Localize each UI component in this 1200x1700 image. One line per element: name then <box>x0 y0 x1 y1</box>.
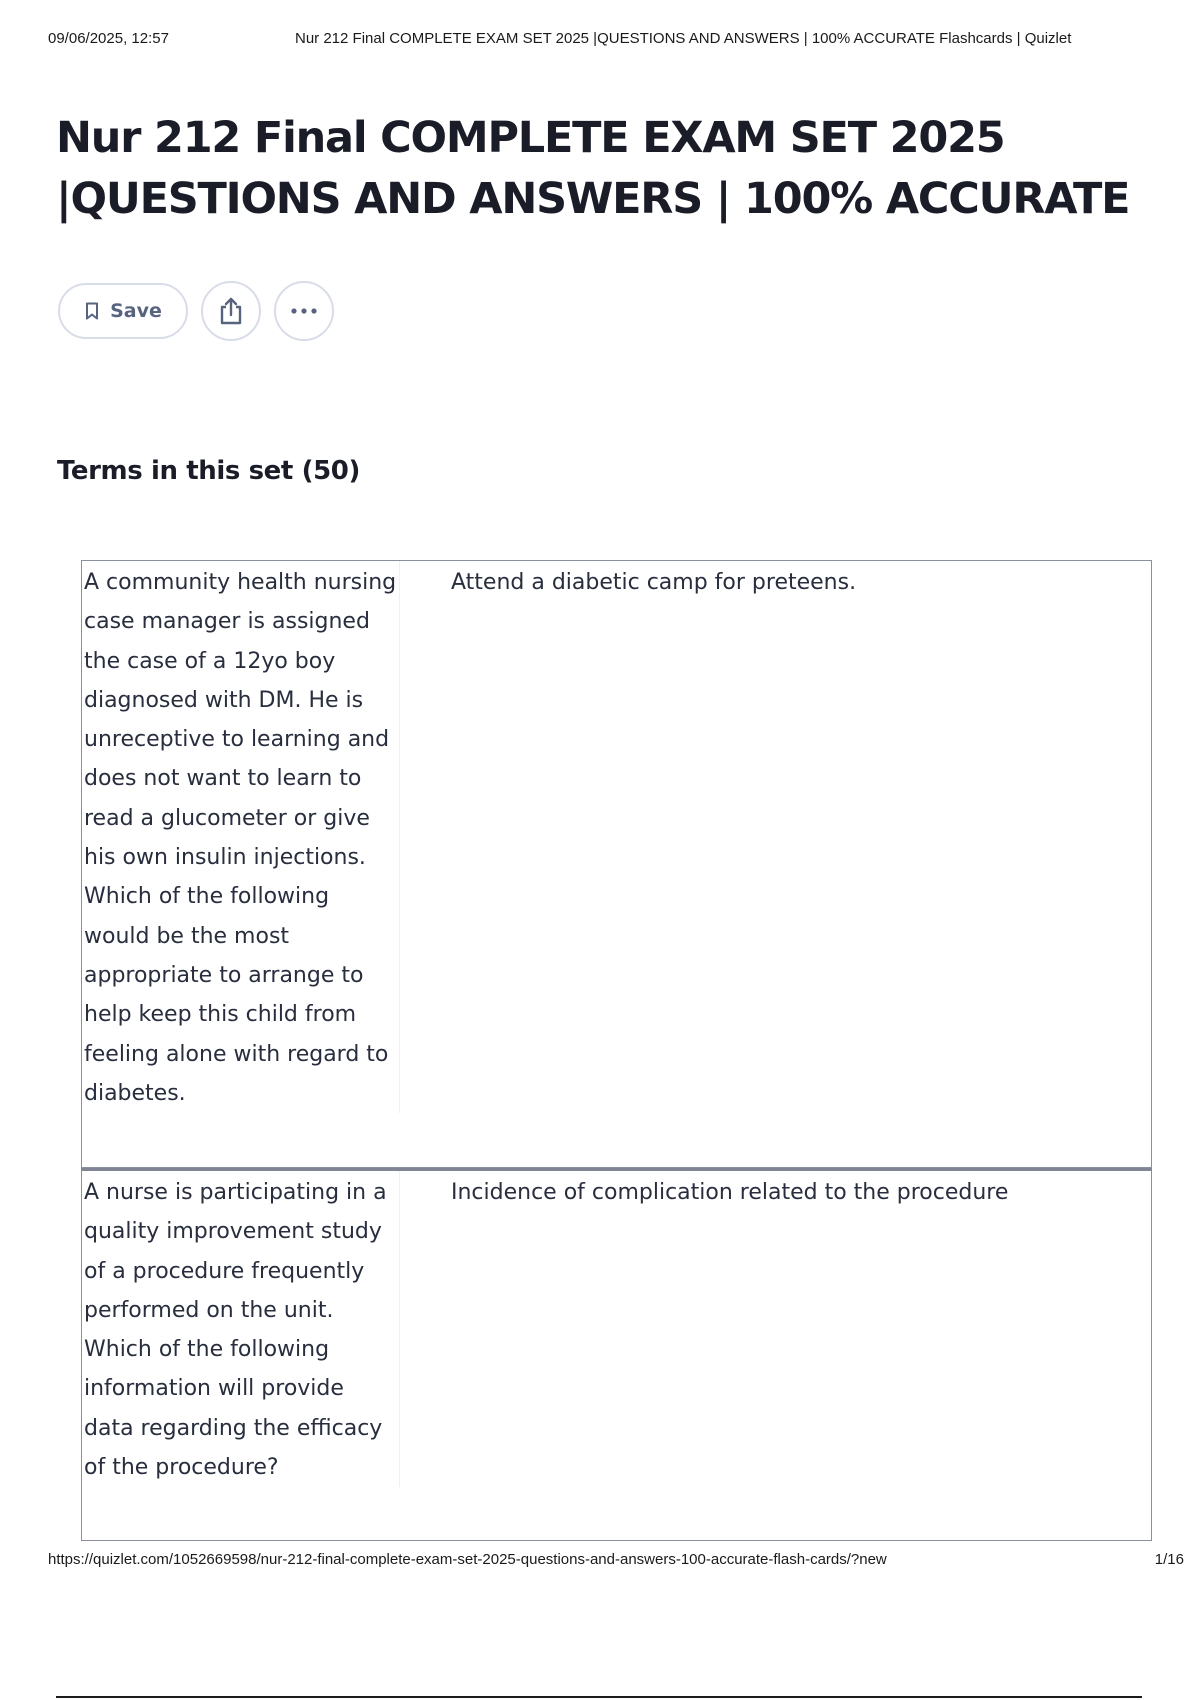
terms-list <box>81 560 1152 1541</box>
share-icon <box>218 296 244 326</box>
page-title <box>56 108 1156 230</box>
term-card <box>81 560 1152 1168</box>
bookmark-icon <box>84 301 100 321</box>
terms-section-heading: Terms in this set (50) <box>57 456 360 486</box>
card-definition: Incidence of complication related to the procedure <box>451 1180 1009 1205</box>
more-options-button[interactable] <box>274 281 334 341</box>
print-datetime: 09/06/2025, 12:57 <box>48 30 169 47</box>
card-term: A nurse is participating in a quality improvement study of a procedure frequently performed on the unit. Which of the following information will provide data regarding the efficacy of the procedure? <box>82 1171 400 1487</box>
print-document-title: Nur 212 Final COMPLETE EXAM SET 2025 |QUESTIONS AND ANSWERS | 100% ACCURATE Flashcards | Quizlet <box>295 30 1072 47</box>
more-dots-icon <box>290 307 318 315</box>
page-number: 1/16 <box>1154 1551 1184 1568</box>
card-definition: Attend a diabetic camp for preteens. <box>451 570 857 595</box>
save-button[interactable] <box>58 283 188 339</box>
print-url: https://quizlet.com/1052669598/nur-212-final-complete-exam-set-2025-questions-and-answers-100-accurate-flash-cards/?new <box>48 1551 887 1568</box>
card-term: A community health nursing case manager is assigned the case of a 12yo boy diagnosed with DM. He is unreceptive to learning and does not want to learn to read a glucometer or give his own insulin injections. Which of the following would be the most appropriate to arrange to help keep this child from feeling alone with regard to diabetes. <box>82 561 400 1113</box>
page-title-line-1: Nur 212 Final COMPLETE EXAM SET 2025 <box>56 113 1005 163</box>
save-button-label: Save <box>110 300 162 322</box>
page-divider <box>56 1696 1142 1698</box>
share-button[interactable] <box>201 281 261 341</box>
page-title-line-2: |QUESTIONS AND ANSWERS | 100% ACCURATE <box>56 174 1130 224</box>
term-card <box>81 1168 1152 1541</box>
